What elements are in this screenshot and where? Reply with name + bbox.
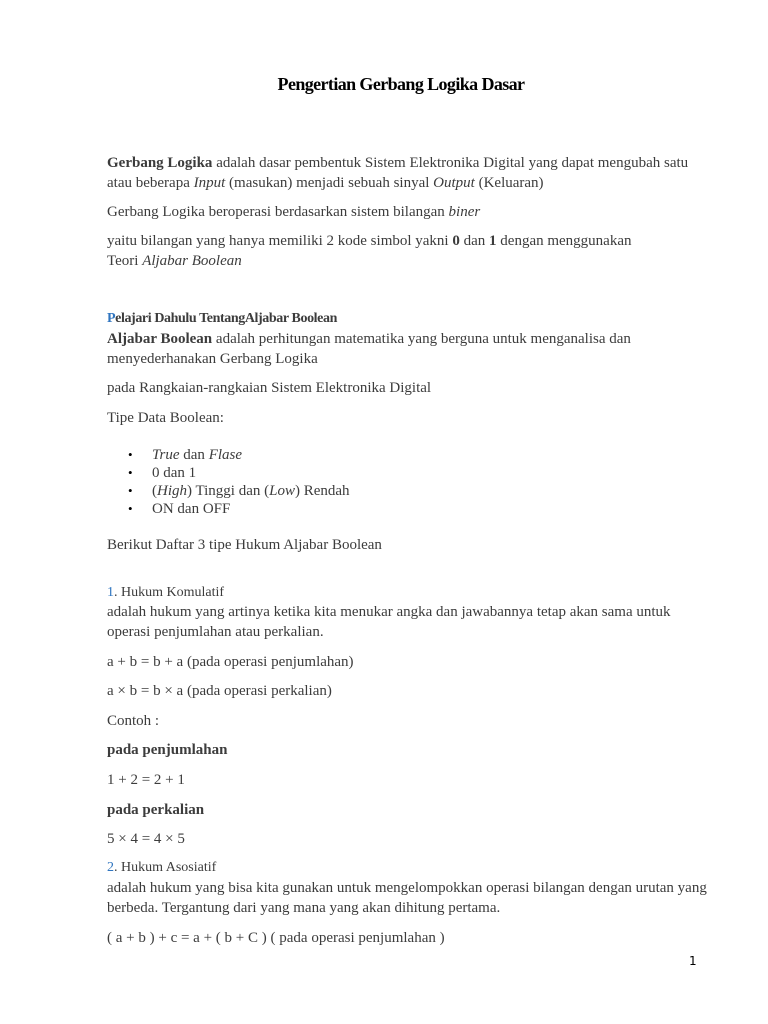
intro-paragraph-1 [107, 153, 707, 193]
heading-initial: P [107, 311, 116, 326]
text: ) Rendah [294, 483, 350, 499]
text-output-italic: Output [433, 175, 475, 191]
subheading-perkalian: pada perkalian [107, 802, 205, 818]
hukum-1-formula-2: a × b = b × a (pada operasi perkalian) [107, 683, 332, 699]
section-paragraph-2: pada Rangkaian-rangkaian Sistem Elektronika Digital [107, 380, 432, 396]
hukum-2-formula-1: ( a + b ) + c = a + ( b + C ) ( pada operasi penjumlahan ) [107, 930, 445, 946]
bullet-list [107, 446, 350, 518]
text: ) Tinggi dan ( [187, 483, 270, 499]
section-paragraph-1 [107, 329, 707, 369]
text: ON dan OFF [152, 501, 231, 517]
text-zero-bold: 0 [452, 233, 460, 249]
page-title: Pengertian Gerbang Logika Dasar [277, 74, 525, 94]
hukum-number: 1 [107, 585, 114, 600]
text-one-bold: 1 [489, 233, 497, 249]
text: yaitu bilangan yang hanya memiliki 2 kode simbol yakni [107, 233, 453, 249]
intro-paragraph-3 [107, 231, 707, 271]
text: High [157, 483, 187, 499]
text: 0 dan 1 [152, 465, 197, 481]
bullet-icon: • [128, 465, 133, 480]
heading-text: elajari Dahulu TentangAljabar Boolean [115, 311, 337, 326]
subheading-penjumlahan: pada penjumlahan [107, 742, 228, 758]
text: Teori [107, 253, 143, 269]
list-item [107, 464, 350, 482]
bullet-icon: • [128, 447, 133, 462]
hukum-number: 2 [107, 860, 114, 875]
hukum-1-formula-1: a + b = b + a (pada operasi penjumlahan) [107, 654, 354, 670]
section-paragraph-3: Tipe Data Boolean: [107, 410, 224, 426]
text: dan [459, 233, 490, 249]
hukum-1-heading [107, 585, 224, 601]
text: (Keluaran) [474, 175, 544, 191]
list-item [107, 446, 350, 464]
text: adalah dasar pembentuk Sistem Elektronika Digital yang dapat mengubah satu atau beberapa [107, 155, 689, 191]
text: True [152, 447, 180, 463]
intro-paragraph-2 [107, 202, 707, 222]
text: ( [152, 483, 157, 499]
hukum-title: . Hukum Asosiatif [114, 860, 217, 875]
list-item [107, 500, 350, 518]
page-number: 1 [689, 954, 697, 968]
term-aljabar-boolean: Aljabar Boolean [107, 331, 213, 347]
hukum-1-description: adalah hukum yang artinya ketika kita menukar angka dan jawabannya tetap akan sama untuk operasi penjumlahan atau perkalian. [107, 604, 671, 640]
text: Low [269, 483, 295, 499]
hukum-2-heading [107, 860, 216, 876]
text: dengan menggunakan [496, 233, 632, 249]
text: (masukan) menjadi sebuah sinyal [225, 175, 434, 191]
text-input-italic: Input [193, 175, 226, 191]
section-heading [107, 311, 337, 327]
text-aljabar-italic: Aljabar Boolean [142, 253, 242, 269]
hukum-2-description: adalah hukum yang bisa kita gunakan untuk mengelompokkan operasi bilangan dengan urutan yang berbeda. Tergantung dari yang mana yang akan dihitung pertama. [107, 880, 707, 916]
contoh-label: Contoh : [107, 713, 160, 729]
term-gerbang-logika: Gerbang Logika [107, 155, 213, 171]
example-perkalian: 5 × 4 = 4 × 5 [107, 831, 185, 847]
section-paragraph-4: Berikut Daftar 3 tipe Hukum Aljabar Boolean [107, 537, 382, 553]
text: dan [179, 447, 209, 463]
bullet-icon: • [128, 501, 133, 516]
text: Flase [208, 447, 243, 463]
bullet-icon: • [128, 483, 133, 498]
text: adalah perhitungan matematika yang berguna untuk menganalisa dan menyederhanakan Gerbang Logika [107, 331, 631, 367]
hukum-title: . Hukum Komulatif [114, 585, 225, 600]
text-biner-italic: biner [448, 204, 481, 220]
example-penjumlahan: 1 + 2 = 2 + 1 [107, 772, 185, 788]
text: Gerbang Logika beroperasi berdasarkan sistem bilangan [107, 204, 449, 220]
list-item [107, 482, 350, 500]
